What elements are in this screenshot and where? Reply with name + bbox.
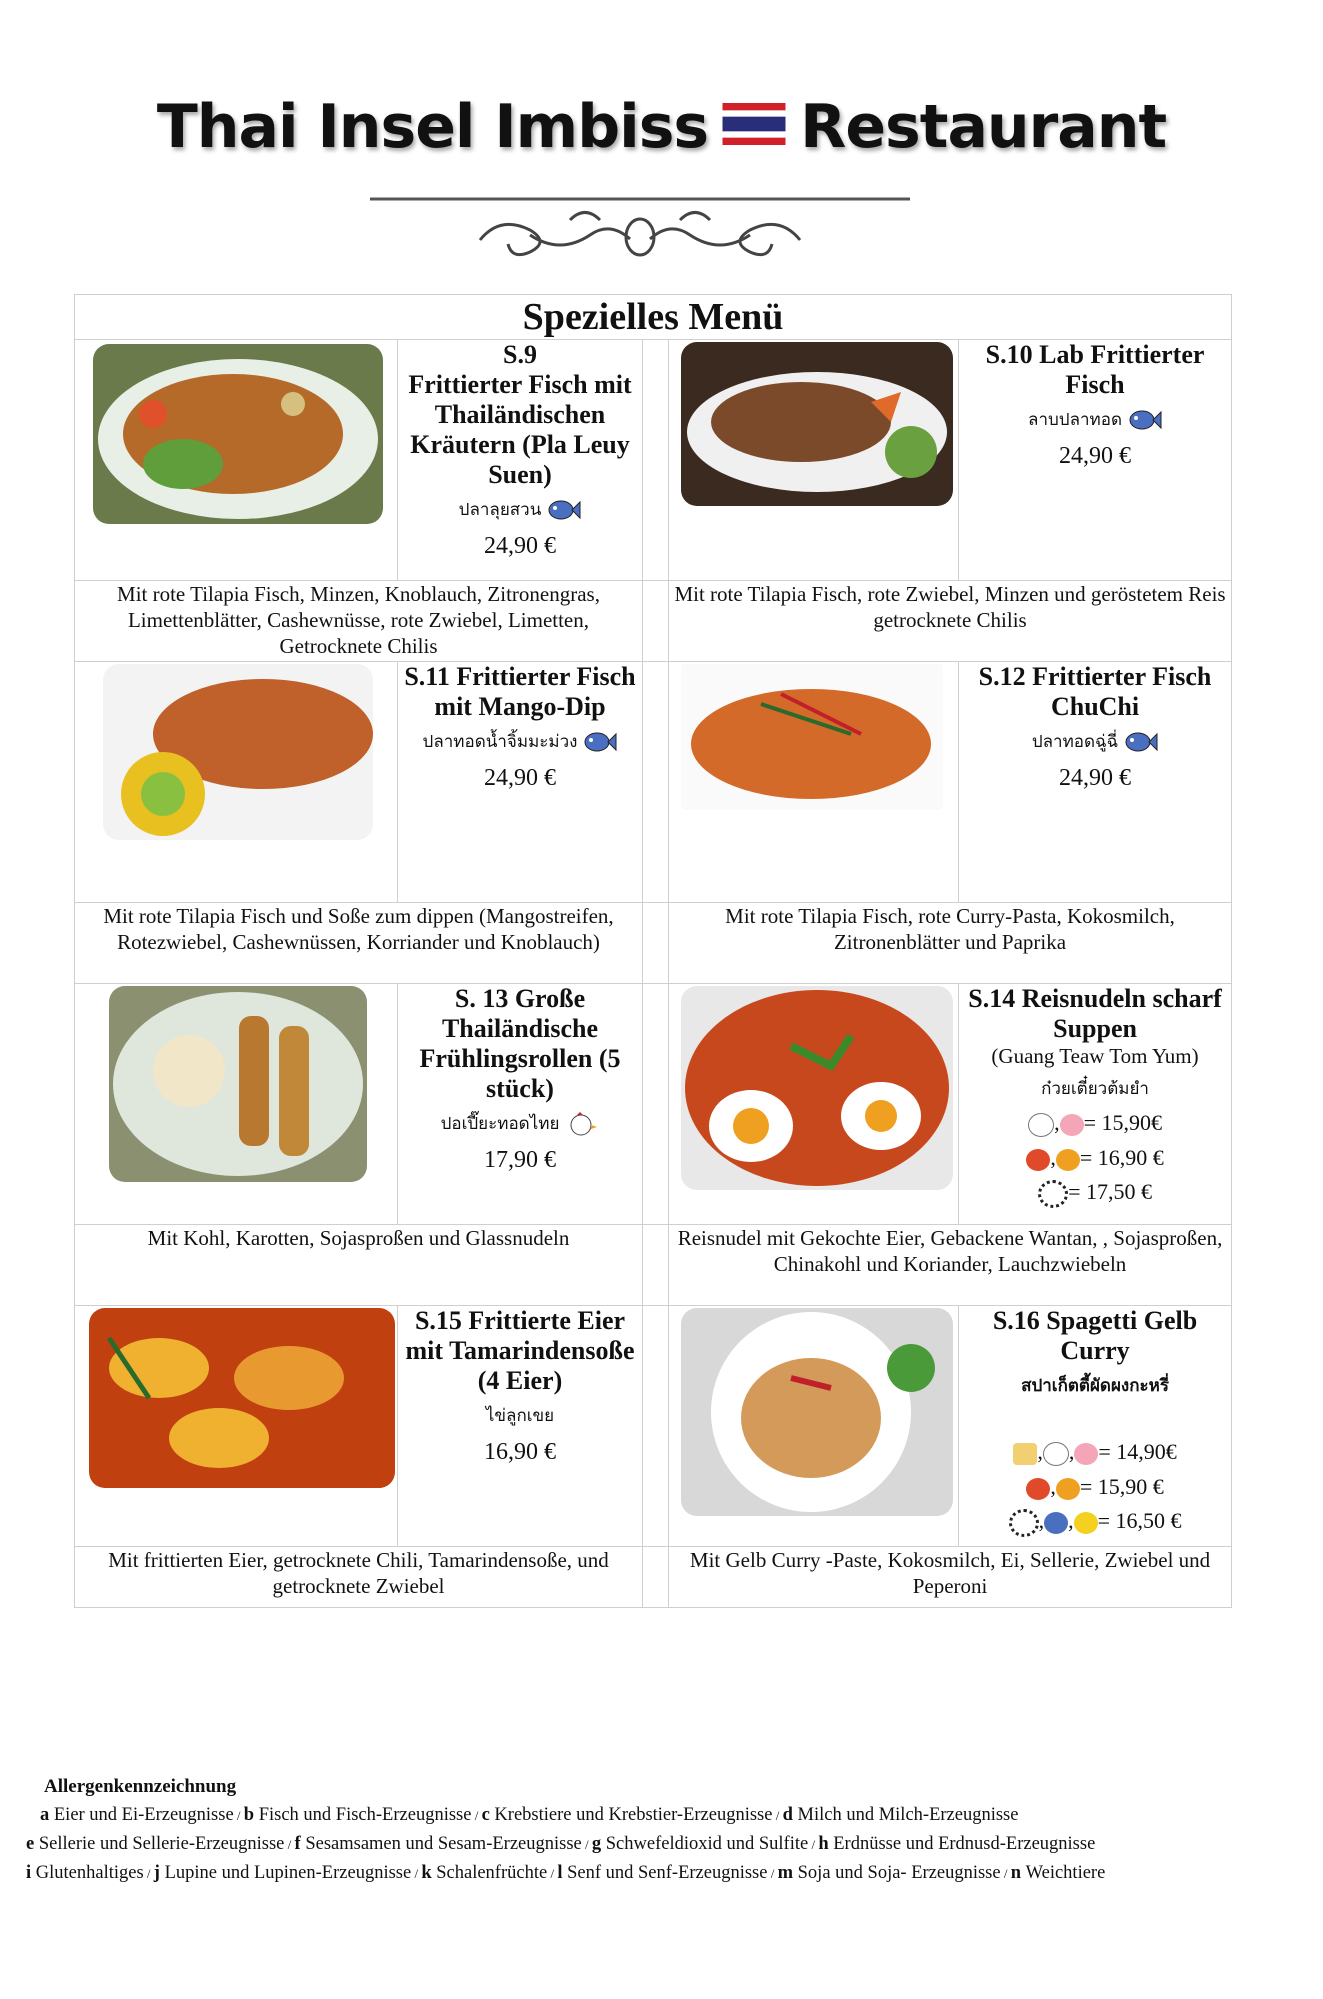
allergen-item — [295, 1834, 582, 1854]
fish-icon — [583, 730, 617, 754]
dish-name: S.10 Lab Frittierter Fisch — [985, 340, 1205, 399]
dish-thai-name: ลาบปลาทอด — [1028, 410, 1123, 430]
dish-name: S. 13 Große Thailändische Frühlingsrollen (5 stück) — [419, 984, 621, 1103]
allergen-label: Sellerie und Sellerie-Erzeugnisse — [38, 1834, 285, 1854]
allergen-code: m — [777, 1863, 798, 1883]
dish-thai-name: ไข่ลูกเขย — [485, 1406, 555, 1426]
column-gap — [643, 340, 669, 581]
dish-name: S.9 Frittierter Fisch mit Thailändischen Kräutern (Pla Leuy Suen) — [408, 340, 632, 489]
dish-photo-s13 — [75, 984, 398, 1225]
cow-icon — [1038, 1180, 1068, 1208]
dish-photo-s16 — [669, 1306, 959, 1547]
allergen-code: d — [782, 1805, 798, 1825]
price-beef-fish-duck: = 16,50 € — [1097, 1507, 1182, 1533]
dish-description-s10: Mit rote Tilapia Fisch, rote Zwiebel, Minzen und geröstetem Reis getrocknete Chilis — [669, 581, 1232, 662]
fish-icon — [1128, 408, 1162, 432]
allergen-label: Fisch und Fisch-Erzeugnisse — [258, 1805, 472, 1825]
dish-description-s9: Mit rote Tilapia Fisch, Minzen, Knoblauch, Zitronengras, Limettenblätter, Cashewnüsse, rote Zwiebel, Limetten, Getrocknete Chilis — [75, 581, 643, 662]
allergen-label: Schalenfrüchte — [436, 1863, 548, 1883]
dish-name: S.15 Frittierte Eier mit Tamarindensoße (4 Eier) — [405, 1306, 635, 1395]
dish-thai-name: ก๋วยเตี๋ยวต้มยำ — [1041, 1079, 1149, 1099]
dish-thai-name: ปลาทอดน้ำจิ้มมะม่วง — [422, 732, 578, 752]
shrimp-icon — [1026, 1478, 1050, 1500]
dish-price: 24,90 € — [1059, 765, 1132, 791]
dish-info-s15 — [398, 1306, 643, 1547]
dish-price: 24,90 € — [1059, 443, 1132, 469]
dish-photo-s14 — [669, 984, 959, 1225]
dish-thai-name: ปลาทอดฉู่ฉี่ — [1031, 732, 1119, 752]
allergen-item — [1011, 1863, 1106, 1883]
cow-icon — [1009, 1509, 1039, 1537]
dish-thai-name: ปลาลุยสวน — [458, 500, 542, 520]
dish-thai-name: ปอเปี๊ยะทอดไทย — [440, 1114, 560, 1134]
dish-photo-s12 — [669, 662, 959, 903]
allergen-code: f — [294, 1834, 306, 1854]
dish-name: S.12 Frittierter Fisch ChuChi — [978, 662, 1212, 721]
dish-description-s16: Mit Gelb Curry -Paste, Kokosmilch, Ei, Sellerie, Zwiebel und Peperoni — [669, 1547, 1232, 1608]
allergen-code: j — [153, 1863, 165, 1883]
allergen-heading: Allergenkennzeichnung — [44, 1776, 237, 1797]
ornament-divider — [370, 195, 910, 265]
allergen-code: k — [421, 1863, 437, 1883]
price-tofu-chicken-pork: = 14,90€ — [1098, 1439, 1177, 1464]
dish-price: 17,90 € — [484, 1147, 556, 1173]
allergen-label: Senf und Senf-Erzeugnisse — [567, 1863, 768, 1883]
allergen-code: n — [1010, 1863, 1026, 1883]
dish-thai-name: สปาเก็ตตี้ผัดผงกะหรี่ — [1021, 1376, 1169, 1396]
pig-icon — [1074, 1443, 1098, 1465]
price-shrimp-squid: = 15,90 € — [1079, 1473, 1164, 1499]
dish-info-s13 — [398, 984, 643, 1225]
chicken-icon — [1043, 1442, 1069, 1466]
squid-icon — [1056, 1478, 1080, 1500]
pig-icon — [1060, 1114, 1084, 1136]
dish-name: S.16 Spagetti Gelb Curry — [992, 1306, 1198, 1365]
allergen-code: a — [40, 1805, 54, 1825]
allergen-label: Soja und Soja- Erzeugnisse — [797, 1863, 1001, 1883]
allergen-label: Milch und Milch-Erzeugnisse — [797, 1805, 1019, 1825]
chicken-icon — [1028, 1113, 1054, 1137]
squid-icon — [1056, 1149, 1080, 1171]
restaurant-title — [0, 92, 1323, 162]
dish-name: S.14 Reisnudeln scharf Suppen — [968, 984, 1222, 1043]
allergen-item — [783, 1805, 1019, 1825]
dish-description-s12: Mit rote Tilapia Fisch, rote Curry-Pasta, Kokosmilch, Zitronenblätter und Paprika — [669, 903, 1232, 984]
allergen-label: Lupine und Lupinen-Erzeugnisse — [164, 1863, 412, 1883]
dish-info-s10 — [959, 340, 1232, 581]
dish-photo-s10 — [669, 340, 959, 581]
dish-description-s15: Mit frittierten Eier, getrocknete Chili, Tamarindensoße, und getrocknete Zwiebel — [75, 1547, 643, 1608]
dish-info-s11 — [398, 662, 643, 903]
allergen-item — [26, 1834, 284, 1854]
dish-info-s14: S.14 Reisnudeln scharf Suppen (Guang Teaw Tom Yum) ก๋วยเตี๋ยวต้มยำ , = 15,90€ , = 16,90 € = 17,50 € — [959, 984, 1232, 1225]
allergen-line-1: a Eier und Ei-Erzeugnisse / b Fisch und Fisch-Erzeugnisse / c Krebstiere und Krebstier-Erzeugnisse / d Milch und Milch-Erzeugnisse — [40, 1805, 1019, 1825]
allergen-item — [818, 1834, 1095, 1854]
allergen-label: Schwefeldioxid und Sulfite — [605, 1834, 809, 1854]
allergen-label: Weichtiere — [1025, 1863, 1106, 1883]
dish-price: 24,90 € — [484, 533, 556, 559]
allergen-item — [557, 1863, 767, 1883]
dish-info-s16: S.16 Spagetti Gelb Curry สปาเก็ตตี้ผัดผงกะหรี่ , , = 14,90€ , = 15,90 € , , = 16,50 € — [959, 1306, 1232, 1547]
dish-photo-s11 — [75, 662, 398, 903]
allergen-item — [40, 1805, 234, 1825]
allergen-item — [26, 1863, 144, 1883]
allergen-line-2: e Sellerie und Sellerie-Erzeugnisse / f Sesamsamen und Sesam-Erzeugnisse / g Schwefeldioxid und Sulfite / h Erdnüsse und Erdnusd-Erzeugnisse — [26, 1834, 1096, 1854]
allergen-item — [421, 1863, 547, 1883]
chicken-icon — [565, 1112, 599, 1136]
dish-price: 24,90 € — [484, 765, 556, 791]
shrimp-icon — [1026, 1149, 1050, 1171]
dish-description-s13: Mit Kohl, Karotten, Sojasproßen und Glassnudeln — [75, 1225, 643, 1306]
allergen-item — [592, 1834, 808, 1854]
fish-icon — [547, 498, 581, 522]
dish-description-s14: Reisnudel mit Gekochte Eier, Gebackene Wantan, , Sojasproßen, Chinakohl und Koriander, Lauchzwiebeln — [669, 1225, 1232, 1306]
allergen-item — [778, 1863, 1001, 1883]
duck-icon — [1074, 1512, 1098, 1534]
dish-name: S.11 Frittierter Fisch mit Mango-Dip — [404, 662, 636, 721]
dish-subtitle: (Guang Teaw Tom Yum) — [991, 1044, 1199, 1068]
allergen-label: Krebstiere und Krebstier-Erzeugnisse — [494, 1805, 773, 1825]
menu-heading: Spezielles Menü — [75, 295, 1232, 340]
allergen-code: e — [26, 1834, 39, 1854]
price-beef: = 17,50 € — [1068, 1178, 1152, 1204]
allergen-line-3: i Glutenhaltiges / j Lupine und Lupinen-Erzeugnisse / k Schalenfrüchte / l Senf und Senf-Erzeugnisse / m Soja und Soja- Erzeugnisse / n Weichtiere — [26, 1863, 1106, 1883]
special-menu-table — [74, 294, 1232, 1608]
thai-flag-icon — [722, 103, 786, 145]
allergen-code: g — [591, 1834, 606, 1854]
allergen-item — [244, 1805, 472, 1825]
allergen-label: Erdnüsse und Erdnusd-Erzeugnisse — [833, 1834, 1096, 1854]
dish-price: 16,90 € — [484, 1439, 556, 1465]
price-chicken-pork: = 15,90€ — [1083, 1110, 1162, 1135]
title-left: Thai Insel Imbiss — [156, 92, 709, 162]
allergen-code: h — [818, 1834, 834, 1854]
tofu-icon — [1013, 1443, 1037, 1465]
allergen-legend — [26, 1772, 1306, 1888]
dish-description-s11: Mit rote Tilapia Fisch und Soße zum dippen (Mangostreifen, Rotezwiebel, Cashewnüssen, Korriander und Knoblauch) — [75, 903, 643, 984]
allergen-code: b — [243, 1805, 259, 1825]
dish-photo-s9 — [75, 340, 398, 581]
allergen-item — [482, 1805, 773, 1825]
allergen-label: Eier und Ei-Erzeugnisse — [53, 1805, 234, 1825]
allergen-code: l — [557, 1863, 568, 1883]
fish-icon — [1124, 730, 1158, 754]
allergen-code: c — [481, 1805, 495, 1825]
allergen-code: i — [26, 1863, 36, 1883]
price-shrimp-squid: = 16,90 € — [1079, 1144, 1164, 1170]
dish-photo-s15 — [75, 1306, 398, 1547]
allergen-item — [154, 1863, 411, 1883]
allergen-label: Glutenhaltiges — [35, 1863, 144, 1883]
allergen-label: Sesamsamen und Sesam-Erzeugnisse — [305, 1834, 582, 1854]
fish-icon — [1044, 1512, 1068, 1534]
dish-info-s9 — [398, 340, 643, 581]
title-right: Restaurant — [800, 92, 1167, 162]
dish-info-s12 — [959, 662, 1232, 903]
